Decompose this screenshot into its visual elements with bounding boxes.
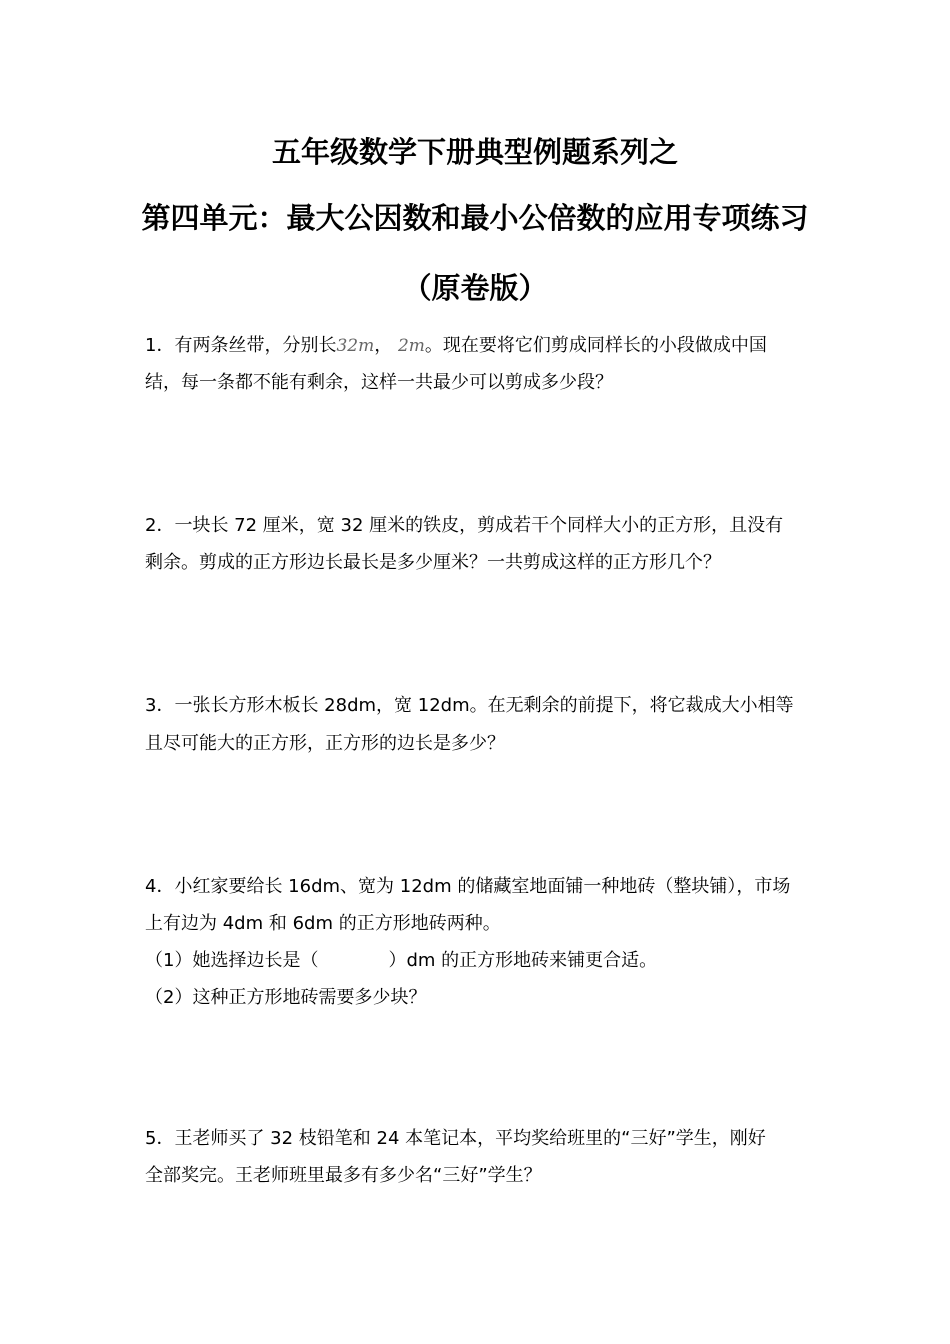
question-3-line-1: 3．一张长方形木板长 28dm，宽 12dm。在无剩余的前提下，将它裁成大小相等 — [145, 695, 794, 716]
edition-label: （原卷版） — [402, 271, 548, 305]
question-2-line-2: 剩余。剪成的正方形边长最长是多少厘米？一共剪成这样的正方形几个？ — [145, 552, 721, 573]
question-4-line-2: 上有边为 4dm 和 6dm 的正方形地砖两种。 — [145, 913, 501, 934]
question-4-line-1: 4．小红家要给长 16dm、宽为 12dm 的储藏室地面铺一种地砖（整块铺），市场 — [145, 876, 791, 897]
question-1-line-1 — [145, 333, 767, 359]
question-4-part-1-text-a: （1）她选择边长是（ — [145, 950, 319, 971]
question-4-part-2: （2）这种正方形地砖需要多少块？ — [145, 987, 427, 1008]
question-2-line-1: 2．一块长 72 厘米，宽 32 厘米的铁皮，剪成若干个同样大小的正方形，且没有 — [145, 515, 784, 536]
question-3-line-2: 且尽可能大的正方形，正方形的边长是多少？ — [145, 733, 505, 754]
document-title: 五年级数学下册典型例题系列之 — [271, 135, 678, 169]
question-1-text-b: ， — [374, 335, 393, 356]
question-5-line-2: 全部奖完。王老师班里最多有多少名“三好”学生？ — [145, 1165, 542, 1186]
question-1-line-2: 结，每一条都不能有剩余，这样一共最少可以剪成多少段？ — [145, 372, 613, 393]
question-1-length-1: 32m — [336, 336, 375, 356]
question-1-length-2: 2m — [397, 336, 425, 356]
question-1-text-c: 。现在要将它们剪成同样长的小段做成中国 — [424, 335, 767, 356]
unit-title: 第四单元：最大公因数和最小公倍数的应用专项练习 — [141, 201, 809, 235]
question-4-part-1 — [145, 948, 657, 974]
question-4-part-1-text-b: ）dm 的正方形地砖来铺更合适。 — [388, 950, 658, 971]
question-1-text-a: 1．有两条丝带，分别长 — [145, 335, 337, 356]
question-5-line-1: 5．王老师买了 32 枝铅笔和 24 本笔记本，平均奖给班里的“三好”学生，刚好 — [145, 1128, 766, 1149]
